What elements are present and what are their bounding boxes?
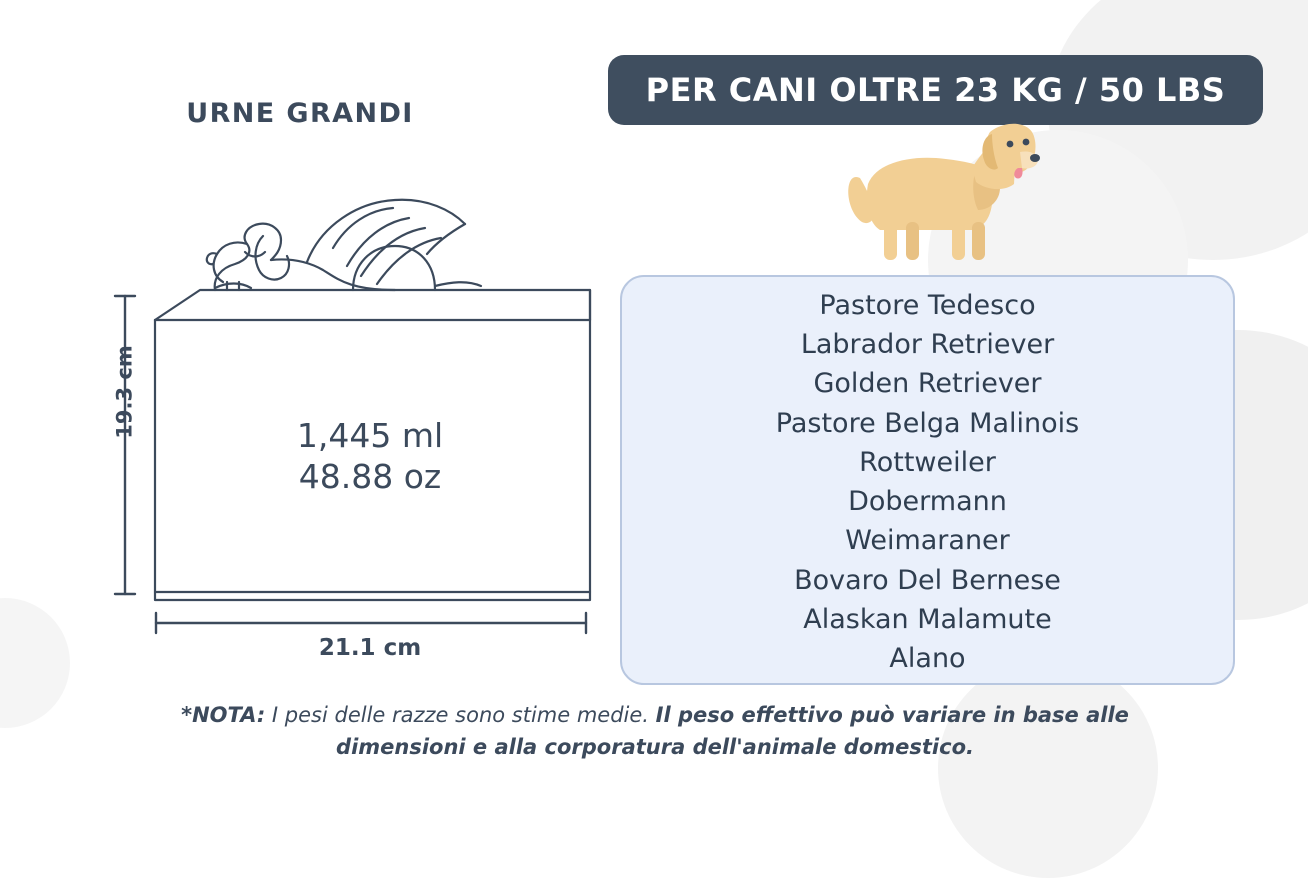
urn-dimensions-panel — [0, 0, 600, 700]
list-item: Rottweiler — [859, 446, 996, 478]
list-item: Bovaro Del Bernese — [794, 564, 1061, 596]
footnote — [150, 700, 1160, 763]
volume-block — [155, 415, 585, 498]
footnote-lead: *NOTA: — [181, 703, 266, 727]
footnote-text: I pesi delle razze sono stime medie. — [265, 703, 656, 727]
volume-oz: 48.88 oz — [298, 457, 442, 497]
height-dimension-line — [112, 290, 138, 600]
list-item: Dobermann — [848, 486, 1007, 517]
width-dimension-line — [150, 610, 592, 636]
height-label: 19.3 cm — [112, 345, 137, 439]
golden-retriever-icon — [840, 118, 1040, 272]
panel-title: URNE GRANDI — [186, 98, 414, 129]
width-label: 21.1 cm — [318, 635, 422, 661]
list-item: Labrador Retriever — [800, 329, 1055, 360]
footnote-emphasis: Il peso effettivo può variare in base alle dimensioni e alla corporatura dell'animale domestico. — [336, 703, 1129, 759]
volume-ml: 1,445 ml — [296, 416, 444, 455]
breed-list-card — [620, 275, 1235, 685]
list-item: Alano — [889, 643, 966, 674]
weight-category-header: PER CANI OLTRE 23 KG / 50 LBS — [608, 55, 1263, 125]
list-item: Weimaraner — [845, 525, 1010, 557]
breed-list-panel — [600, 0, 1308, 700]
list-item: Pastore Tedesco — [819, 289, 1036, 321]
list-item: Alaskan Malamute — [803, 603, 1052, 635]
list-item: Golden Retriever — [813, 368, 1042, 400]
list-item: Pastore Belga Malinois — [775, 407, 1080, 439]
sleeping-dog-with-wings-on-urn-icon — [95, 140, 605, 654]
